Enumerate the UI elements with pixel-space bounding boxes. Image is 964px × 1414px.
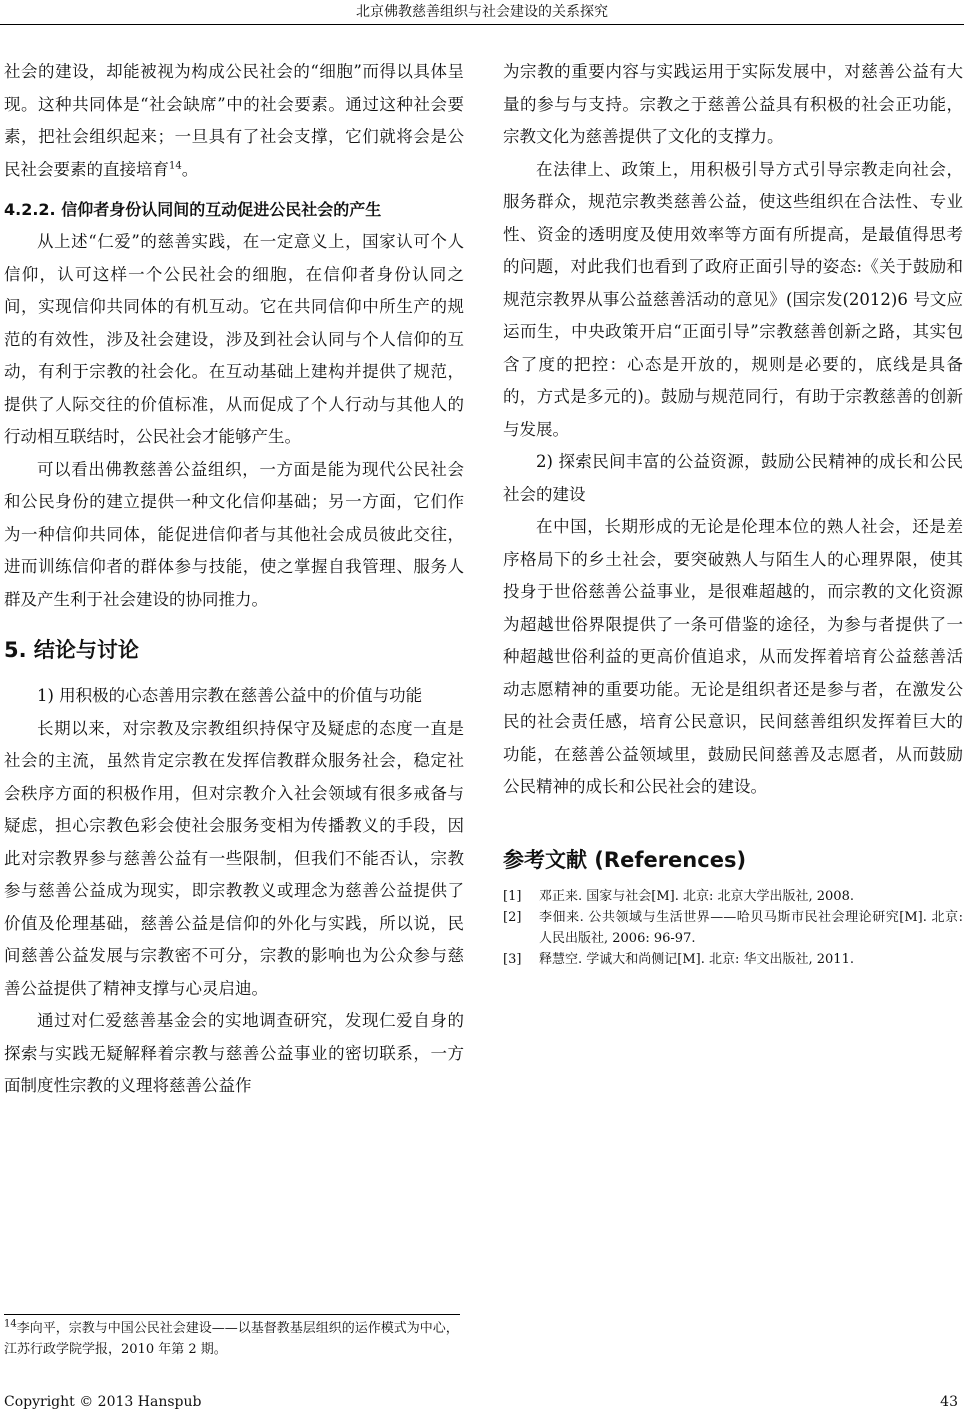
reference-number: [1] — [503, 888, 522, 904]
right-column — [503, 56, 963, 970]
reference-item — [503, 907, 963, 949]
paragraph: 为宗教的重要内容与实践运用于实际发展中，对慈善公益有大量的参与与支持。宗教之于慈善公益具有积极的社会正功能，宗教文化为慈善提供了文化的支撑力。 — [503, 62, 963, 146]
section-heading-5: 5. 结论与讨论 — [4, 638, 139, 662]
reference-number: [2] — [503, 909, 522, 925]
paragraph: 从上述“仁爱”的慈善实践，在一定意义上，国家认可个人信仰，认可这样一个公民社会的细胞，在信仰者身份认同之间，实现信仰共同体的有机互动。它在共同信仰中所生产的规范的有效性，涉及社会建设，涉及到社会认同与个人信仰的互动，有利于宗教的社会化。在互动基础上建构并提供了规范，提供了人际交往的价值标准，从而促成了个人行动与其他人的行动相互联结时，公民社会才能够产生。 — [4, 232, 464, 446]
left-column — [4, 56, 464, 1103]
reference-number: [3] — [503, 951, 522, 967]
reference-text: 释慧空. 学诚大和尚侧记[M]. 北京: 华文出版社, 2011. — [539, 951, 854, 967]
numbered-point-1: 1) 用积极的心态善用宗教在慈善公益中的价值与功能 — [37, 686, 423, 705]
paragraph: 通过对仁爱慈善基金会的实地调查研究，发现仁爱自身的探索与实践无疑解释着宗教与慈善公益事业的密切联系，一方面制度性宗教的义理将慈善公益作 — [4, 1011, 464, 1095]
paragraph-end: 。 — [181, 159, 199, 179]
footnote-marker[interactable]: 14 — [169, 160, 182, 171]
page-number: 43 — [940, 1394, 958, 1410]
reference-item — [503, 949, 963, 970]
footnote-number: 14 — [4, 1318, 17, 1330]
section-heading-4-2-2: 4.2.2. 信仰者身份认同间的互动促进公民社会的产生 — [4, 200, 382, 219]
numbered-point-2: 2) 探索民间丰富的公益资源，鼓励公民精神的成长和公民社会的建设 — [503, 452, 963, 504]
footnote — [4, 1318, 460, 1360]
reference-text: 李佃来. 公共领域与生活世界——哈贝马斯市民社会理论研究[M]. 北京: 人民出版社, 2006: 96-97. — [539, 909, 963, 946]
references-heading: 参考文献 (References) — [503, 847, 747, 872]
header-rule — [0, 24, 964, 25]
references-list — [503, 886, 963, 970]
paragraph: 在法律上、政策上，用积极引导方式引导宗教走向社会，服务群众，规范宗教类慈善公益，使这些组织在合法性、专业性、资金的透明度及使用效率等方面有所提高，是最值得思考的问题，对此我们也看到了政府正面引导的姿态:《关于鼓励和规范宗教界从事公益慈善活动的意见》(国宗发(2012)6 号文应运而生，中央政策开启“正面引导”宗教慈善创新之路，其实包含了度的把控：心态是开放的，规则是必要的，底线是具备的，方式是多元的)。鼓励与规范同行，有助于宗教慈善的创新与发展。 — [503, 159, 963, 439]
footnote-rule — [4, 1314, 460, 1315]
paragraph: 可以看出佛教慈善公益组织，一方面是能为现代公民社会和公民身份的建立提供一种文化信仰基础；另一方面，它们作为一种信仰共同体，能促进信仰者与其他社会成员彼此交往，进而训练信仰者的群体参与技能，使之掌握自我管理、服务人群及产生利于社会建设的协同推力。 — [4, 459, 464, 609]
paragraph — [4, 56, 464, 186]
copyright: Copyright © 2013 Hanspub — [4, 1394, 202, 1410]
paragraph: 长期以来，对宗教及宗教组织持保守及疑虑的态度一直是社会的主流，虽然肯定宗教在发挥信教群众服务社会，稳定社会秩序方面的积极作用，但对宗教介入社会领域有很多戒备与疑虑，担心宗教色彩会使社会服务变相为传播教义的手段，因此对宗教界参与慈善公益有一些限制，但我们不能否认，宗教参与慈善公益成为现实，即宗教教义或理念为慈善公益提供了价值及伦理基础，慈善公益是信仰的外化与实践，所以说，民间慈善公益发展与宗教密不可分，宗教的影响也为公众参与慈善公益提供了精神支撑与心灵启迪。 — [4, 718, 464, 998]
reference-text: 邓正来. 国家与社会[M]. 北京: 北京大学出版社, 2008. — [539, 888, 854, 904]
paragraph: 在中国，长期形成的无论是伦理本位的熟人社会，还是差序格局下的乡土社会，要突破熟人与陌生人的心理界限，使其投身于世俗慈善公益事业，是很难超越的，而宗教的文化资源为超越世俗界限提供了一条可借鉴的途径，为参与者提供了一种超越世俗利益的更高价值追求，从而发挥着培育公益慈善活动志愿精神的重要功能。无论是组织者还是参与者，在激发公民的社会责任感，培育公民意识，民间慈善组织发挥着巨大的功能，在慈善公益领域里，鼓励民间慈善及志愿者，从而鼓励公民精神的成长和公民社会的建设。 — [503, 517, 963, 796]
running-title: 北京佛教慈善组织与社会建设的关系探究 — [356, 4, 608, 20]
reference-item — [503, 886, 963, 907]
footnote-text: 李向平，宗教与中国公民社会建设——以基督教基层组织的运作模式为中心，江苏行政学院学报，2010 年第 2 期。 — [4, 1321, 459, 1357]
paragraph-text: 社会的建设，却能被视为构成公民社会的“细胞”而得以具体呈现。这种共同体是“社会缺席”中的社会要素。通过这种社会要素，把社会组织起来；一旦具有了社会支撑，它们就将会是公民社会要素的直接培育 — [4, 62, 464, 179]
